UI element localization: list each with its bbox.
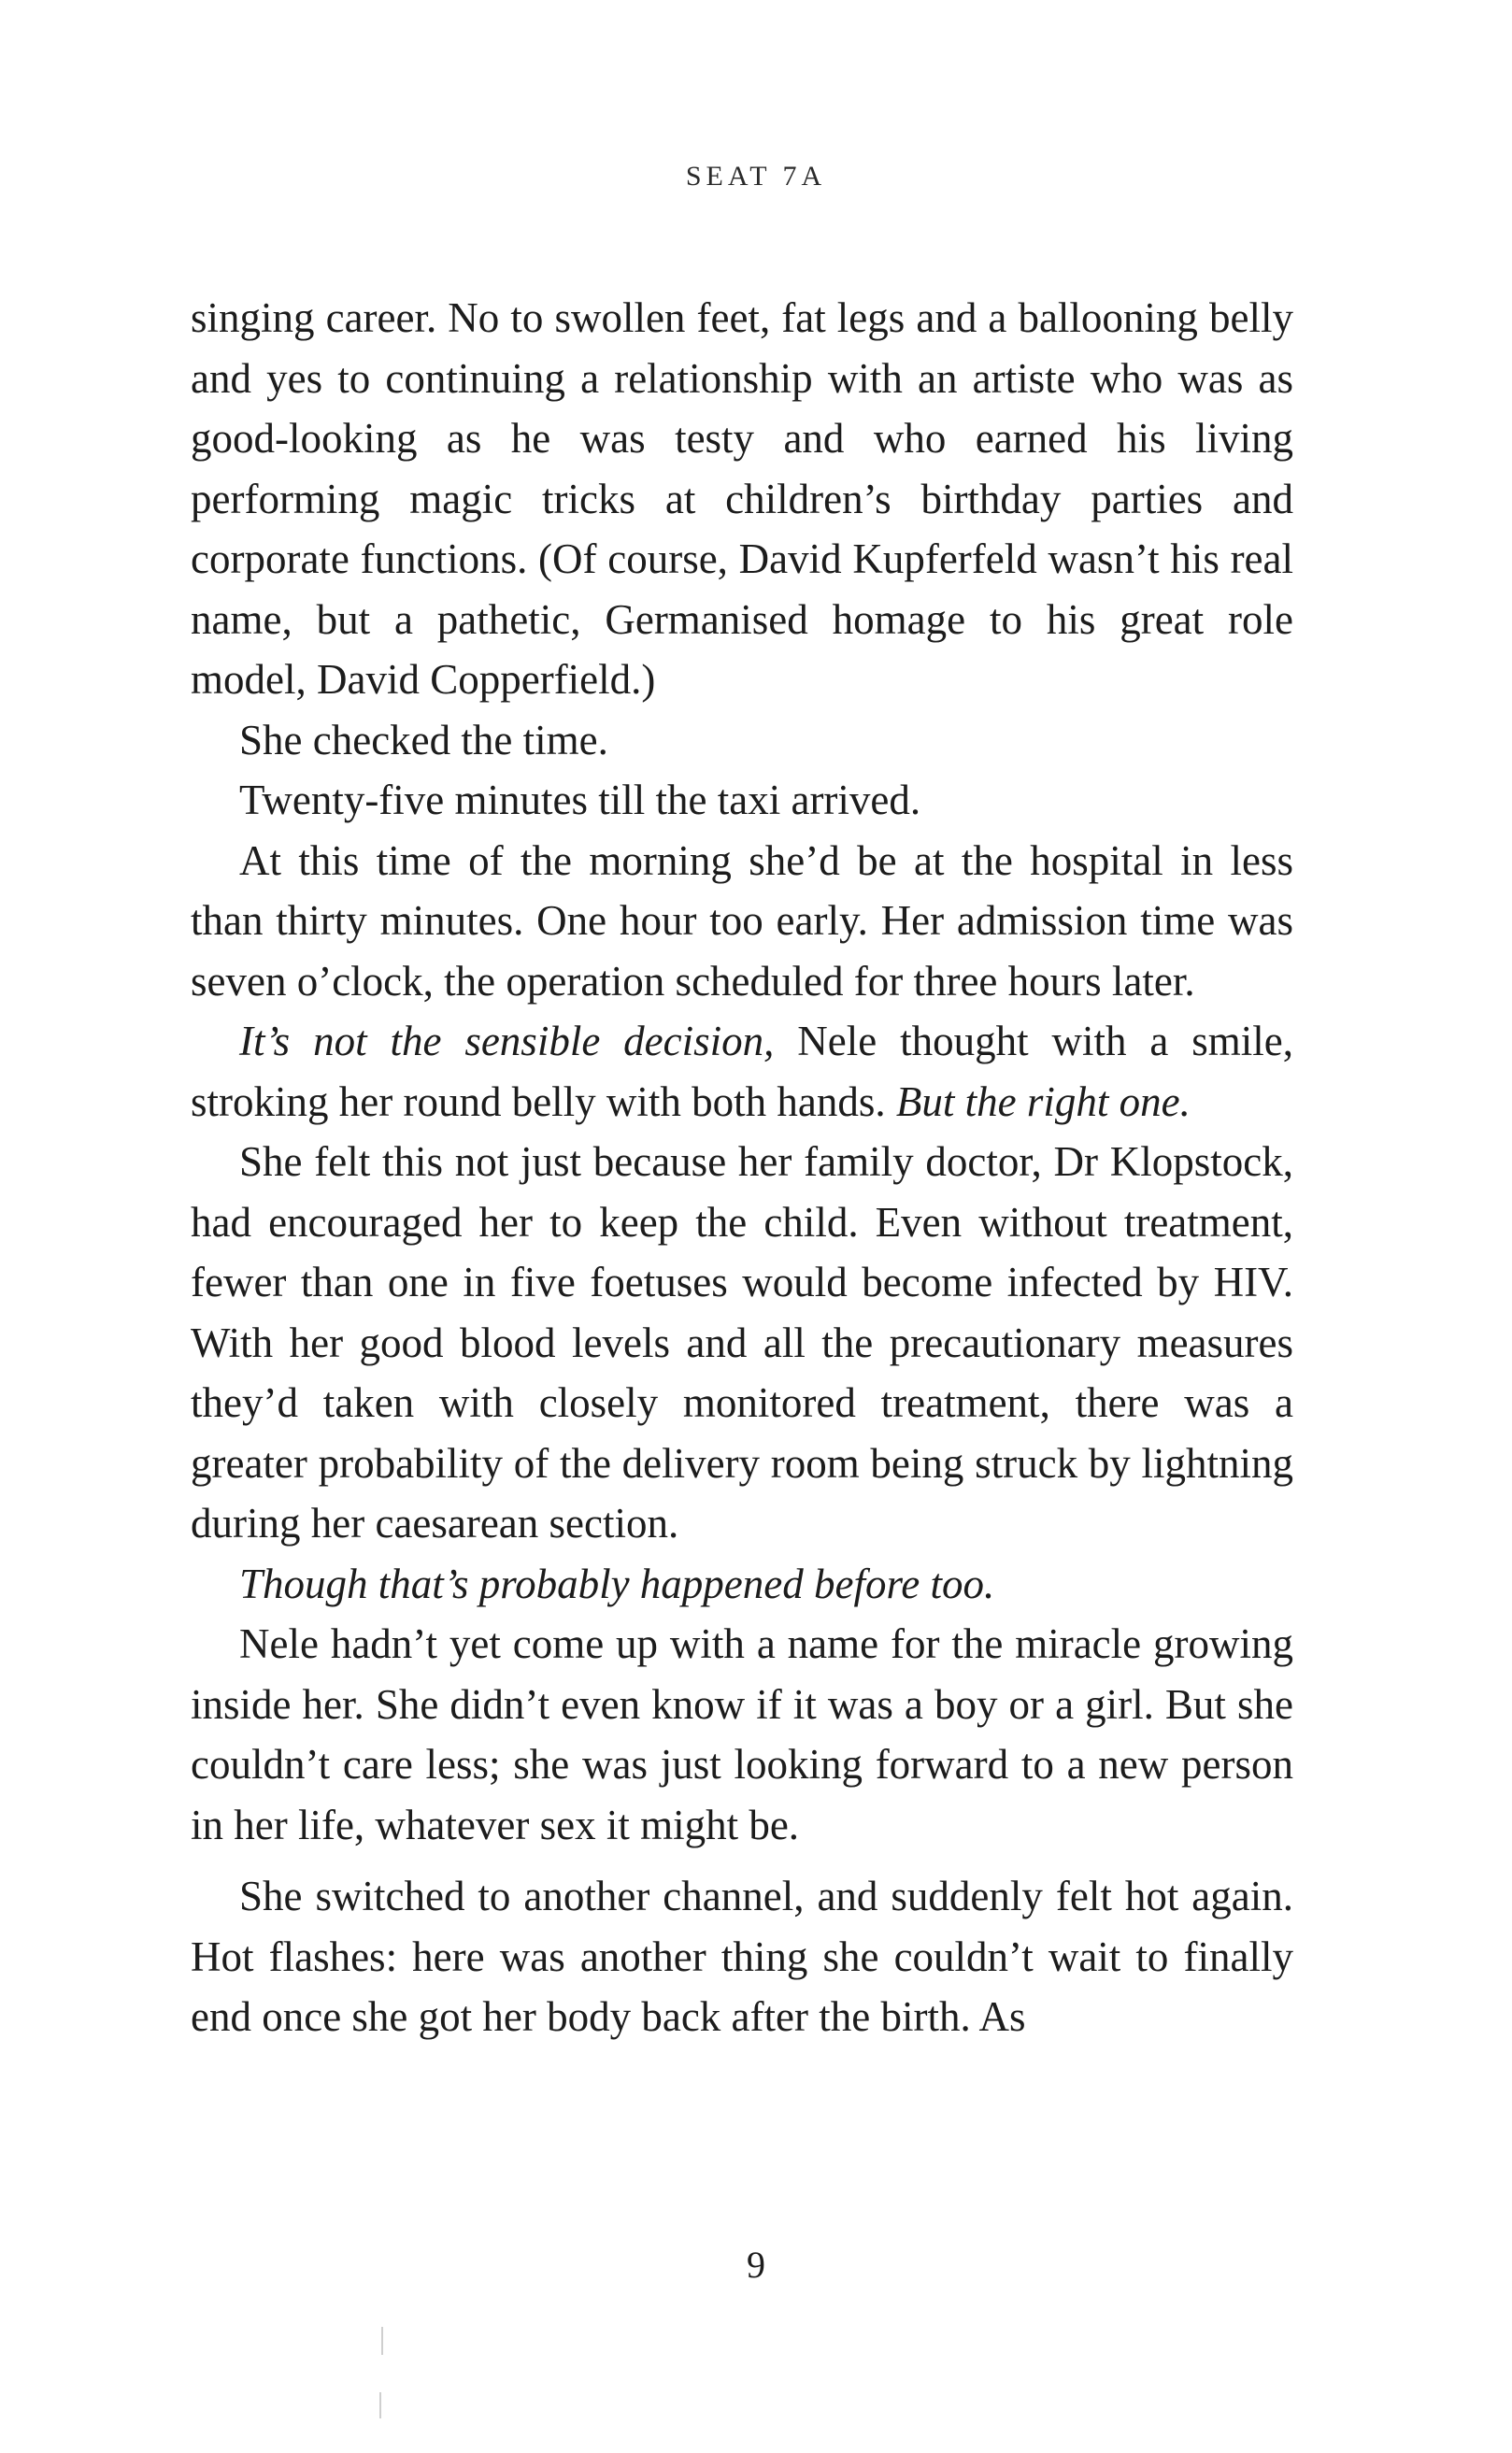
page-number: 9 — [747, 2244, 765, 2286]
paragraph-text: Nele thought with a smile, stroking her round belly with both hands. — [191, 1018, 1294, 1125]
paragraph: singing career. No to swollen feet, fat legs and a ballooning belly and yes to continuing a relationship with an artiste who was as good-looking as he was testy and who earned his living performing magic tricks at children’s birthday parties and corporate functions. (Of course, David Kupferfeld wasn’t his real name, but a pathetic, Germanised homage to his great role model, David Copperfield.) — [191, 294, 1293, 703]
paragraph: She felt this not just because her family doctor, Dr Klopstock, had encouraged her to keep the child. Even without treatment, fewer than one in five foetuses would become infected by HIV. With her good blood levels and all the precautionary measures they’d taken with closely monitored treatment, there was a greater probability of the delivery room being struck by lightning during her caesarean section. — [191, 1138, 1293, 1547]
paragraph — [191, 1011, 1293, 1132]
paragraph: She switched to another channel, and suddenly felt hot again. Hot flashes: here was another thing she couldn’t wait to finally end once she got her body back after the birth. As — [191, 1873, 1293, 2040]
paragraph: Twenty-five minutes till the taxi arrived. — [239, 777, 921, 823]
paragraph: Nele hadn’t yet come up with a name for the miracle growing inside her. She didn’t even know if it was a boy or a girl. But she couldn’t care less; she was just looking forward to a new person in her life, whatever sex it might be. — [191, 1620, 1293, 1848]
body-text — [191, 288, 1293, 2047]
paragraph: She checked the time. — [239, 716, 608, 763]
italic-phrase: But the right one. — [895, 1077, 1191, 1125]
paragraph — [191, 1554, 1293, 1615]
running-head: SEAT 7A — [685, 161, 827, 192]
scan-artifact — [379, 2392, 381, 2418]
italic-phrase: Though that’s probably happened before too. — [239, 1560, 995, 1607]
italic-phrase: It’s not the sensible decision, — [239, 1018, 775, 1064]
paragraph: At this time of the morning she’d be at the hospital in less than thirty minutes. One hour too early. Her admission time was seven o’clock, the operation scheduled for three hours later. — [191, 836, 1293, 1005]
scan-artifact — [381, 2327, 383, 2355]
